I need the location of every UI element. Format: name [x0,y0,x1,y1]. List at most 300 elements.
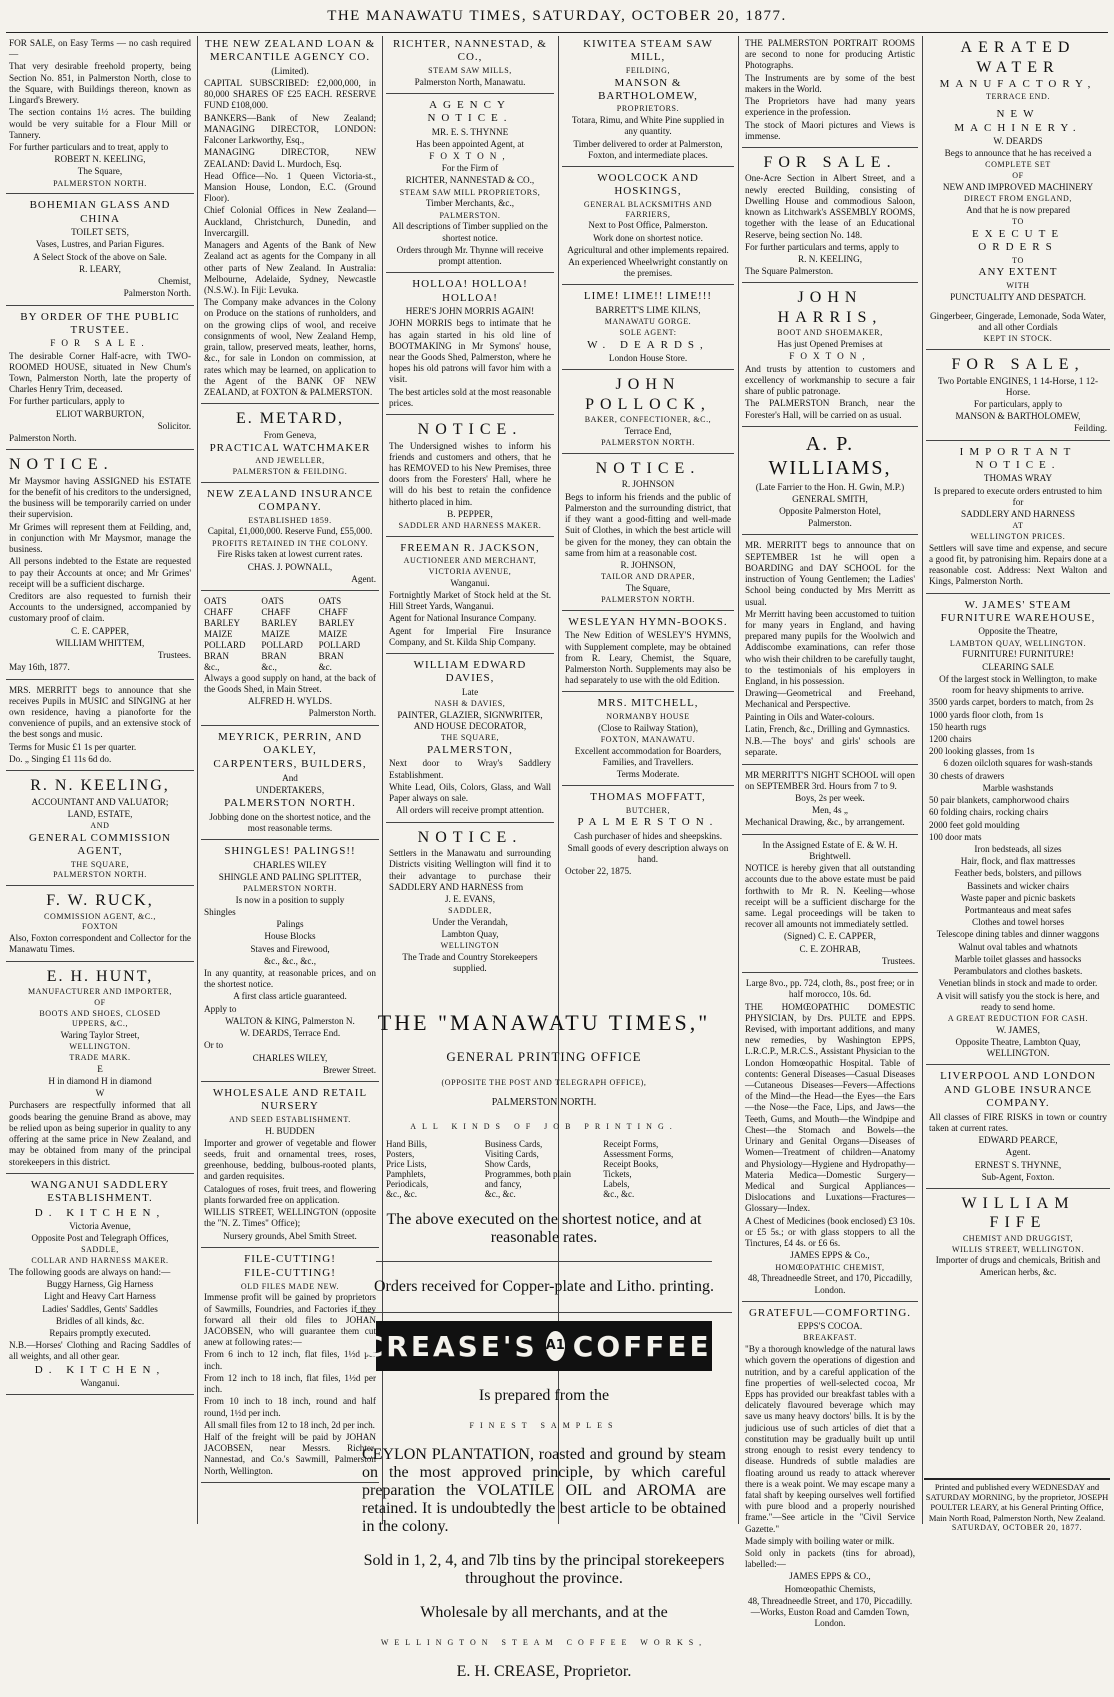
ad-subheading: ESTABLISHED 1859. [248,515,332,525]
ad-subheading: CARPENTERS, BUILDERS, [213,758,367,771]
ad-title: Homœopathic Chemists, [784,1583,876,1594]
ad-body: Mr Maysmor having ASSIGNED his ESTATE for the benefit of his creditors to the undersigned, the business will be temporarily carried on under their supervision. [9,475,191,520]
ad-address: WELLINGTON STEAM COFFEE WORKS, [380,1638,708,1647]
ad-subheading: BOOT AND SHOEMAKER, [777,328,883,338]
ad-subheading: COMMISSION AGENT, &C., [44,911,156,921]
ad-heading: FOR SALE, on Easy Terms — no cash required— [9,38,191,60]
list-item: 1000 yards floor cloth, from 1s [929,709,1044,720]
ad-body: Agricultural and other implements repaired. [567,244,729,255]
ad-body: CAPITAL SUBSCRIBED: £2,000,000, in 80,000 SHARES OF £25 EACH. RESERVE FUND £108,000. [204,78,376,111]
ad-body: ANY EXTENT [978,266,1058,279]
ad-name: H. BUDDEN [265,1125,315,1136]
ad-name: RICHTER, NANNESTAD & CO., [405,175,535,186]
ad-address: (OPPOSITE THE POST AND TELEGRAPH OFFICE), [441,1078,647,1087]
ad-body: CEYLON PLANTATION, roasted and ground by steam on the most approved principle, by which careful preparation the VOLATILE OIL and AROMA are retained. It is undoubtedly the best article to be obtained in the colony. [362,1446,726,1535]
ad-heading: MRS. MITCHELL, [597,697,699,710]
list-item: From 10 inch to 18 inch, round and half round, 1½d per inch. [204,1396,376,1418]
ad-brightwell-estate [742,838,918,973]
ad-lime [562,288,734,370]
ad-address: Wanganui. [450,577,490,588]
ad-body: Timber delivered to order at Palmerston, Foxton, and intermediate places. [573,138,723,160]
ad-body: Capital, £1,000,000. Reserve Fund, £55,000. [207,526,373,537]
ad-address: Wanganui. [80,1378,120,1389]
ad-body: All persons indebted to the Estate are requested to pay their Accounts at once; and Mr Grimes' receipt will be a sufficient discharge. [9,556,191,589]
table-cell: BRAN [261,650,287,661]
ad-subheading: (Limited). [271,65,309,76]
ad-body: That very desirable freehold property, being Section No. 851, in Palmerston North, close to the Square, with Buildings thereon, known as Lingard's Brewery. [9,61,191,106]
ad-epps-cocoa [742,1305,918,1635]
ad-john-morris [386,276,554,415]
list-item: 200 looking glasses, from 1s [929,746,1035,757]
column-divider [738,36,739,1524]
ad-heading: R. N. KEELING, [30,777,170,795]
ad-name: R. JOHNSON, [620,559,676,570]
ad-body: Orders through Mr. Thynne will receive prompt attention. [396,244,544,267]
ad-williams [742,430,918,536]
list-item: 60 folding chairs, rocking chairs [929,807,1049,818]
ad-body: Mechanical Drawing, &c., by arrangement. [745,817,905,828]
ad-body: Is prepared from the [478,1387,610,1404]
ad-mrs-merritt [6,683,194,772]
ad-evans [386,826,554,980]
ad-heading: HOLLOA! HOLLOA! HOLLOA! [412,278,528,304]
ad-address: PALMERSTON NORTH. [53,178,147,188]
ad-body: All descriptions of Timber supplied on the shortest notice. [392,221,548,243]
ad-agency-notice [386,97,554,274]
ad-engines [926,353,1110,441]
ad-name: C. E. ZOHRAB, [799,943,861,954]
ad-body: Chief Colonial Offices in New Zealand—Auckland, Christchurch, Dunedin, and Invercargill. [204,205,376,238]
ad-body: For further particulars and terms, apply to [745,241,899,252]
ad-address: PALMERSTON NORTH. [224,797,356,810]
ad-body: For further particulars and to treat, apply to [9,141,169,152]
ad-heading: FILE-CUTTING! [244,1252,336,1265]
list-item: &c., &c. [386,1189,417,1199]
ad-address: Opposite the Theatre, [978,626,1058,637]
ad-name: J. E. EVANS, [444,893,496,904]
ad-wesleyan [562,614,734,693]
list-item: Hair, flock, and flax mattresses [960,856,1076,867]
ad-address: (Close to Railway Station), [597,722,699,733]
ad-body: Also, Foxton correspondent and Collector for the Manawatu Times. [9,933,191,955]
ad-subheading: BUTCHER, [625,805,671,815]
ad-address: THE SQUARE, [440,733,500,743]
ad-heading: WILLIAM EDWARD DAVIES, [413,659,527,685]
ad-body: THE HOMŒOPATHIC DOMESTIC PHYSICIAN, by Drs. PULTE and EPPS. Revised, with important additions, and many new remedies, by Washington EPPS, L.R.C.P., M.R.C.S., Assistant Physician to the London Homœopathic Hospital. Table of contents: General Diseases—Casual Diseases—Cutaneous Diseases—Fevers—Affections of the Mind—the Head—the Eyes—the Ears—the Nose—the Face, Lips, and Jaws—the Teeth, Gums, and Mouth—the Windpipe and Chest—the Stomach and Bowels—the Urinary and Genital Organs—Diseases of Women—Treatment of children—Anatomy and Physiology—Hygiene and Hydropathy—Materia Medica—Domestic Surgery—Medical and Surgical Appliances—Dislocations and Luxations—Fractures—Glossary—Index. [745,1001,915,1214]
ad-body: GENERAL COMMISSION AGENT, [29,831,171,858]
table-cell: BARLEY [318,617,355,628]
ad-subheading: NEW MACHINERY. [954,108,1082,134]
a1-logo-icon: A1 [546,1331,565,1361]
ad-body: The section contains 1½ acres. The building would be very suitable for a Flour Mill or Tannery. [9,107,191,140]
ad-subheading: OLD FILES MADE NEW. [240,1281,340,1291]
list-item: 50 pair blankets, camphorwood chairs [929,795,1070,806]
ad-body: Wholesale by all merchants, and at the [420,1604,668,1621]
ad-address: Opposite Theatre, Lambton Quay, WELLINGTON. [955,1036,1081,1059]
list-item: Receipt Forms, [603,1139,659,1149]
ad-richter [386,36,554,94]
ad-body: Or to [204,1040,224,1051]
ad-subheading: GENERAL BLACKSMITHS AND FARRIERS, [583,199,713,219]
ad-body: WELLINGTON PRICES. [970,532,1066,542]
table-cell: BARLEY [261,617,298,628]
ad-body: Mr Merritt having been accustomed to tuition for many years in England, and having prepared many pupils for the Woolwich and Addiscombe examinations, can refer those who wish their children to be carefully taught, to the testimonials of his employers in England, in his possession. [745,608,915,687]
ad-body: Next door to Wray's Saddlery Establishment. [389,758,551,780]
ad-title: Solicitor. [157,420,191,431]
ad-body: Timber Merchants, &c., [425,198,515,209]
ad-address: The Square, [77,166,123,177]
job-list [356,1139,732,1199]
ad-body: Managers and Agents of the Bank of New Zealand act as agents for the Company in all other parts of New Zealand. In Australia: Melbourne, Adelaide, Sydney, Newcastle (N.S.W.). In Fiji: Levuka. [204,240,376,295]
ad-body: MR. MERRITT begs to announce that on SEPTEMBER 1st he will open a BOARDING and DAY SCHOOL for the instruction of Young Gentlemen; the Ladies' School being conducted by Mrs Merritt as usual. [745,540,915,607]
ad-subheading: CLEARING SALE [982,661,1054,672]
ad-body: NASH & DAVIES, [434,699,506,709]
ad-nz-loan [201,36,379,404]
ad-public-trustee [6,309,194,451]
ad-address: London House Store. [608,352,688,363]
ad-bohemian-glass [6,197,194,305]
ad-name: JAMES EPPS & CO., [789,1571,871,1582]
ad-body: Importer of drugs and chemicals, British and American herbs, &c. [935,1255,1101,1277]
ad-subheading: BAKER, CONFECTIONER, &C., [584,415,712,425]
ad-body: Half of the freight will be paid by JOHAN JACOBSEN, near Messrs. Richter, Nannestad, and Co.'s Sawmill, Palmerston North, Wellington. [204,1431,376,1476]
ad-body: Vases, Lustres, and Parian Figures. [35,239,165,250]
ad-address: WELLINGTON [440,941,500,951]
imprint-date: SATURDAY, OCTOBER 20, 1877. [951,1522,1083,1532]
ad-body: Totara, Rimu, and White Pine supplied in any quantity. [571,115,725,137]
list-item: Ladies' Saddles, Gents' Saddles [42,1303,158,1314]
ad-body: Fire Risks taken at lowest current rates. [217,549,363,560]
ad-body: STEAM SAW MILL PROPRIETORS, [399,187,541,197]
list-item: Price Lists, [386,1159,427,1169]
ad-body: AND [90,821,110,830]
list-item: Assessment Forms, [603,1149,674,1159]
ad-file-cutting [201,1251,379,1483]
ad-body: And [282,772,298,783]
ad-heading: KIWITEA STEAM SAW MILL, [583,38,713,64]
ad-subheading: BARRETT'S LIME KILNS, [595,304,701,315]
list-item: Bridles of all kinds, &c. [55,1315,145,1326]
ad-body: "By a thorough knowledge of the natural laws which govern the operations of digestion and nutrition, and by a careful application of the fine properties of well-selected cocoa, Mr Epps has provided our breakfast tables with a delicately flavoured beverage which may save us many heavy doctors' bills. It is by the judicious use of such articles of diet that a constitution may be gradually built up until strong enough to resist every tendency to disease. Hundreds of subtle maladies are floating around us ready to attack wherever there is a weak point. We may escape many a fatal shaft by keeping ourselves well fortified with pure blood and a properly nourished frame."—See article in the "Civil Service Gazette." [745,1344,915,1534]
ad-heading: THE "MANAWATU TIMES," [377,1010,711,1035]
ad-body: Sold in 1, 2, 4, and 7lb tins by the principal storekeepers throughout the province. [363,1552,725,1587]
ad-body: And trusts by attention to customers and excellency of workmanship to secure a fair share of public patronage. [745,363,915,397]
list-item: Buggy Harness, Gig Harness [46,1279,154,1290]
ad-body: For particulars, apply to [973,398,1063,409]
ad-heading: WILLIAM FIFE [961,1194,1075,1232]
column-2 [201,36,379,1524]
ad-body: KEPT IN STOCK. [983,334,1053,344]
table-cell: MAIZE [318,628,348,639]
ad-body: SADDLE, [81,1245,119,1255]
ad-heading: MANUFACTORY, [939,78,1097,91]
ad-address: Victoria Avenue, [69,1220,131,1231]
ad-subheading: CHEMIST AND DRUGGIST, [962,1233,1074,1243]
ad-body: (Late Farrier to the Hon. H. Gwin, M.P.) [755,481,905,492]
ad-body: DIRECT FROM ENGLAND, [963,194,1073,204]
ad-mitchell [562,695,734,786]
list-item: Waste paper and picnic baskets [960,892,1076,903]
ad-oats [201,594,379,726]
list-item: Light and Heavy Cart Harness [44,1291,156,1302]
table-cell: OATS [204,595,227,606]
ad-body: Is now in a position to supply [235,894,345,905]
ad-heading: NEW ZEALAND INSURANCE COMPANY. [206,487,374,514]
list-item: 100 door mats [929,831,982,842]
ad-name: W. DEARDS, [587,338,709,351]
ad-body: Has been appointed Agent, at [416,138,524,149]
ad-name: ROBERT N. KEELING, [54,154,146,165]
list-item: All small files from 12 to 18 inch, 2d per inch. [204,1419,375,1430]
ad-name: CHARLES WILEY [253,859,327,870]
ad-body: A first class article guaranteed. [233,991,347,1002]
list-item: Boys, 2s per week. [795,793,865,804]
ad-body: The stock of Maori pictures and Views is immense. [745,119,915,141]
ad-body: And that he is now prepared [966,204,1070,215]
ad-body: White Lead, Oils, Colors, Glass, and Wall Paper always on sale. [389,781,551,804]
ad-subheading: SHINGLE AND PALING SPLITTER, [218,871,362,882]
ad-body: N.B.—The boys' and girls' schools are separate. [745,736,915,758]
ad-heading: E. METARD, [235,410,345,428]
table-cell: &c., [261,661,277,672]
ad-heading: LIME! LIME!! LIME!!! [583,290,713,303]
ad-body: Made simply with boiling water or milk. [745,1535,895,1546]
list-item: 3500 yards carpet, borders to match, from 2s [929,697,1094,708]
ad-body: Terms for Music £1 1s per quarter. [9,741,137,752]
ad-body: For further particulars, apply to [9,396,125,407]
ad-body: PUNCTUALITY AND DESPATCH. [950,291,1086,302]
ad-johnson [562,457,734,611]
ad-body: Cash purchaser of hides and sheepskins. [574,830,722,841]
ad-heading: JOHN POLLOCK, [585,376,711,413]
list-item: Palings [276,919,304,930]
table-cell: POLLARD [318,639,361,650]
coffee-brand-right: COFFEE. [572,1329,726,1363]
ad-body: Settlers in the Manawatu and surrounding Districts visiting Wellington will find it to their advantage to purchase their SADDLERY AND HARNESS from [389,848,551,892]
list-item: Bassinets and wicker chairs [967,880,1069,891]
ad-name: W. JAMES, [996,1024,1040,1035]
ad-heading: IMPORTANT NOTICE. [959,445,1077,472]
ad-ruck [6,889,194,961]
ad-address: MANAWATU GORGE. [604,317,692,327]
ad-body: A visit will satisfy you the stock is here, and ready to send home. [936,990,1100,1012]
ad-heading: THE NEW ZEALAND LOAN & MERCANTILE AGENCY CO. [204,38,376,64]
ad-address: Palmerston North. [123,288,191,299]
ad-body: The New Edition of WESLEY'S HYMNS, with Supplement complete, may be obtained from R. Leary, Chemist, the Square, Palmerston North. Supplements may also be had separately to use with the old Edition. [565,630,731,686]
column-4 [562,36,734,996]
ad-body: PRACTICAL WATCHMAKER [209,441,371,454]
ad-body: NEW AND IMPROVED MACHINERY [942,181,1094,192]
ad-body: The PALMERSTON Branch, near the Forester's Hall, will be carried on as usual. [745,398,915,420]
ad-body: Repairs promptly executed. [49,1327,151,1338]
ad-name: W. DEARDS [993,136,1043,146]
ad-body: OF [94,997,106,1007]
ad-body: For the Firm of [441,163,499,174]
ad-title: Trustees. [157,650,191,661]
ad-address: FEILDING, [625,65,671,75]
ad-address: Feilding. [1074,423,1107,434]
ad-body: UNDERTAKERS, [255,785,325,796]
list-item: Visiting Cards, [484,1149,539,1159]
ad-davies [386,657,554,822]
ad-heading: WESLEYAN HYMN-BOOKS. [568,615,728,628]
table-cell: &c., [204,661,220,672]
ad-body: A Chest of Medicines (book enclosed) £3 10s. or £5 5s.; or with glass stoppers to all the Tinctures, £4 4s. or £6 6s. [745,1215,915,1249]
list-item: Men, 4s „ [812,805,848,816]
table-cell: POLLARD [204,639,246,650]
ad-subheading: PAINTER, GLAZIER, SIGNWRITER, AND HOUSE DECORATOR, [397,709,543,732]
ad-body: TO [1012,217,1024,227]
ad-body: Small goods of every description always on hand. [567,842,729,865]
ad-subheading: AUCTIONEER AND MERCHANT, [403,556,537,566]
ad-heading: FOR SALE, [951,356,1085,373]
table-cell: CHAFF [204,606,234,617]
ad-title: SADDLER, [448,906,492,916]
list-item: Show Cards, [484,1159,531,1169]
ad-body: The following goods are always on hand:— [9,1266,171,1277]
list-item: 1200 chairs [929,733,972,744]
column-divider [922,36,923,1524]
list-item: &c., &c., &c., [263,955,317,966]
ad-title: Sub-Agent, Foxton. [981,1171,1055,1182]
column-1 [6,36,194,1524]
ad-address: PALMERSTON NORTH. [243,883,337,893]
ad-body: Head Office—No. 1 Queen Victoria-st., Mansion House, London, E.C. (Ground Floor). [204,170,376,204]
ad-heading: WHOLESALE AND RETAIL NURSERY [212,1087,368,1113]
ad-body: The Trade and Country Storekeepers supplied. [402,952,538,974]
ad-heading: E. H. HUNT, [46,967,154,985]
ad-heading: FILE-CUTTING! [244,1267,336,1280]
ad-name: MANSON & BARTHOLOMEW, [955,411,1081,422]
ad-name: WILLIAM WHITTEM, [55,637,145,648]
ad-address: PALMERSTON NORTH. [53,870,147,880]
ad-address: FOXTON, MANAWATU. [600,734,696,744]
ad-night-school [742,768,918,835]
list-item: Feather beds, bolsters, and pillows [954,868,1082,879]
table-cell: OATS [318,595,342,606]
ad-harris [742,286,918,426]
ad-body: SOLE AGENT: [619,327,677,337]
ad-address: Brewer Street. [322,1064,376,1075]
ad-shingles [201,843,379,1082]
ad-body: UPPERS, &C., [71,1019,129,1029]
ad-heading: RICHTER, NANNESTAD, & CO., [393,38,547,64]
ad-heading: BOHEMIAN GLASS AND CHINA [29,199,171,225]
ad-body: Nursery grounds, Abel Smith Street. [223,1230,357,1241]
ad-body: EXECUTE ORDERS [971,227,1065,254]
ad-body: Venetian blinds in stock and made to order. [938,978,1098,989]
ad-address: PALMERSTON NORTH. [601,438,695,448]
ad-body: Fortnightly Market of Stock held at the St. Hill Street Yards, Wanganui. [389,589,551,612]
ad-meyrick [201,729,379,841]
ad-address: PALMERSTON, [427,744,513,757]
ad-title: Trustees. [881,955,915,966]
ad-name: R. LEARY, [79,263,121,274]
ad-body: WITH [1006,280,1030,290]
ad-subheading: FOR SALE. [50,338,150,349]
ad-heading: In the Assigned Estate of E. & W. H. Brightwell. [762,839,898,861]
ad-body: AND JEWELLER, [255,456,325,466]
ad-body: TO [1012,255,1024,265]
ad-subheading: TOILET SETS, [71,227,129,238]
list-item: Perambulators and clothes baskets. [953,966,1083,977]
table-cell: BRAN [204,650,230,661]
column-6 [926,36,1110,1474]
ad-body: Latin, French, &c., Drilling and Gymnastics. [745,723,910,734]
column-divider [197,36,198,1524]
ad-address: Palmerston. [808,518,852,529]
ad-name: CHAS. J. POWNALL, [247,561,333,572]
column-5 [742,36,918,1629]
list-item: Walnut oval tables and whatnots [958,941,1078,952]
list-item: House Blocks [264,931,316,942]
list-item: Periodicals, [386,1179,429,1189]
table-cell: OATS [261,595,284,606]
ad-body: Gingerbeer, Gingerade, Lemonade, Soda Water, and all other Cordials [930,310,1106,333]
ad-notice-maysmor [6,453,194,679]
table-cell: MAIZE [261,628,290,639]
ad-james-furniture [926,597,1110,1066]
ad-body: Agent for Imperial Fire Insurance Company, and St. Kilda Ship Company. [389,625,551,647]
ad-heading: FOR SALE. [763,153,897,171]
ad-address: Palmerston North. [308,708,376,719]
masthead: THE MANAWATU TIMES, SATURDAY, OCTOBER 20, 1877. [327,8,787,24]
table-cell: CHAFF [261,606,291,617]
ad-name: MR. E. S. THYNNE [431,126,509,137]
ad-address: LAMBTON QUAY, WELLINGTON. [949,638,1087,648]
ad-address: FOXTON, [789,351,871,362]
list-item: 6 dozen oilcloth squares for wash-stands [943,758,1093,769]
list-item: Business Cards, [484,1139,543,1149]
ad-body: BANKERS—Bank of New Zealand; MANAGING DIRECTOR, LONDON: Falconer Larkworthy, Esq., [204,112,376,146]
list-item: Posters, [386,1149,415,1159]
ad-address: FOXTON, [429,151,511,162]
ad-address: Terrace End, [624,425,672,436]
trade-mark-label: TRADE MARK. [69,1053,131,1062]
ad-body: COLLAR AND HARNESS MAKER. [31,1256,169,1266]
ad-address: VICTORIA AVENUE, [428,567,512,577]
ad-body: AT [1012,521,1024,531]
ad-name: (Signed) C. E. CAPPER, [784,931,876,942]
ad-address: PALMERSTON. [439,210,501,220]
ad-title: PROPRIETORS. [616,104,680,114]
ad-subheading: GENERAL SMITH, [792,493,868,504]
table-cell: MAIZE [204,628,233,639]
ad-body: N.B.—Horses' Clothing and Racing Saddles of all weights, and all other gear. [9,1340,191,1362]
trade-mark: W [95,1088,105,1099]
list-item: Portmanteaus and meat safes [964,905,1072,916]
ad-title: TAILOR AND DRAPER, [601,572,695,582]
ad-body: MRS. MERRITT begs to announce that she receives Pupils in MUSIC and SINGING at her own residence, having a pianoforte for the convenience of pupils, and an extensive stock of the best songs and music. [9,684,191,740]
ad-name: D. KITCHEN, [34,1206,166,1219]
list-item: Shingles [204,906,236,917]
ad-address: Lambton Quay, [441,929,499,940]
table-cell: BRAN [318,650,344,661]
ad-fife [926,1192,1110,1283]
list-item: and fancy, [484,1179,522,1189]
ad-for-sale-assembly [742,151,918,283]
ad-heading: NOTICE. [417,421,523,439]
ad-portrait-rooms [742,36,918,148]
ad-subheading: HERE'S JOHN MORRIS AGAIN! [405,306,535,317]
ad-date: May 16th, 1877. [9,662,70,673]
ad-body: WILLIS STREET, WELLINGTON (opposite the "N. Z. Times" Office); [204,1207,376,1229]
list-item: Pamphlets, [386,1169,426,1179]
ad-heading: LIVERPOOL AND LONDON AND GLOBE INSURANCE COMPANY. [940,1070,1096,1110]
table-cell: BARLEY [204,617,240,628]
list-item: &c., &c. [484,1189,516,1199]
ad-body: The Instruments are by some of the best makers in the World. [745,72,915,94]
